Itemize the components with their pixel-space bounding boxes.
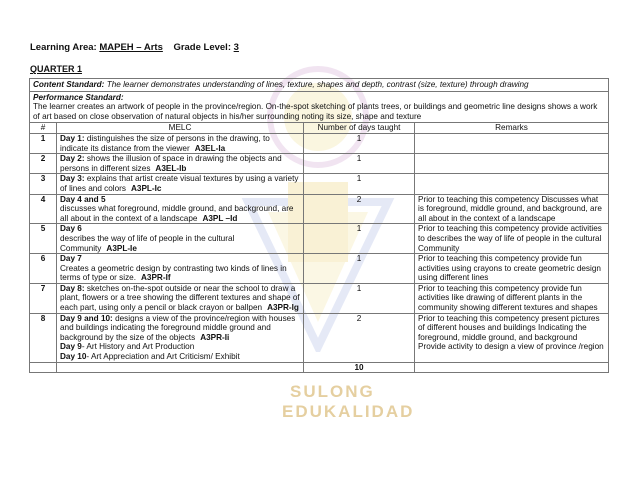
- melc-cell: Day 2: shows the illusion of space in drawing the objects and persons in different sizes A3EL-Ib: [57, 154, 304, 174]
- row-number: 8: [30, 313, 57, 362]
- days-cell: 2: [304, 313, 415, 362]
- quarter-title: QUARTER 1: [30, 64, 83, 74]
- days-cell: 1: [304, 154, 415, 174]
- days-cell: 1: [304, 254, 415, 284]
- total-days: 10: [304, 362, 415, 373]
- melc-cell: Day 3: explains that artist create visual textures by using a variety of lines and colors A3PL-Ic: [57, 174, 304, 194]
- row-number: 7: [30, 283, 57, 313]
- days-cell: 1: [304, 283, 415, 313]
- table-row: [30, 313, 609, 362]
- melc-table: [29, 78, 609, 373]
- days-cell: 1: [304, 174, 415, 194]
- days-cell: 1: [304, 224, 415, 254]
- table-row: [30, 174, 609, 194]
- learning-area-value: MAPEH – Arts: [99, 42, 163, 53]
- table-header-row: [30, 123, 609, 134]
- row-number: 3: [30, 174, 57, 194]
- column-header-number: #: [30, 123, 57, 134]
- watermark-text: SULONG EDUKALIDAD: [282, 382, 415, 421]
- melc-cell: Day 6 describes the way of life of people in the cultural Community A3PL-Ie: [57, 224, 304, 254]
- document-header: [30, 42, 239, 53]
- row-number: 5: [30, 224, 57, 254]
- column-header-melc: MELC: [57, 123, 304, 134]
- remarks-cell: Prior to teaching this competency Discusses what is foreground, middle ground, and background, are all about in the context of a landscape: [415, 194, 609, 224]
- remarks-cell: [415, 133, 609, 153]
- table-row: [30, 254, 609, 284]
- melc-cell: Day 8: sketches on-the-spot outside or near the school to draw a plant, flowers or a tree showing the different textures and shape of each part, using only a pencil or black crayon or ballpen A3PR-Ig: [57, 283, 304, 313]
- remarks-cell: Prior to teaching this competency provide fun activities like drawing of different plants in the community showing different textures and shapes: [415, 283, 609, 313]
- column-header-remarks: Remarks: [415, 123, 609, 134]
- remarks-cell: Prior to teaching this competency present pictures of different houses and buildings Indicating the foreground, middle ground, and background Provide activity to design a view of province /region: [415, 313, 609, 362]
- grade-level-value: 3: [233, 42, 239, 53]
- content-standard-text: The learner demonstrates understanding of lines, texture, shapes and depth, contrast (size, texture) through drawing: [106, 80, 529, 89]
- row-number: 4: [30, 194, 57, 224]
- melc-cell: Day 7 Creates a geometric design by contrasting two kinds of lines in terms of type or size. A3PR-If: [57, 254, 304, 284]
- melc-cell: Day 9 and 10: designs a view of the province/region with houses and buildings indicating the foreground middle ground and background by the size of the objects A3PR-Ii Day 9- Art History and Art Production Day 10- Art Appreciation and Art Criticism/ Exhibit: [57, 313, 304, 362]
- remarks-cell: [415, 154, 609, 174]
- learning-area-label: Learning Area:: [30, 42, 97, 53]
- performance-standard-row: [30, 91, 609, 123]
- table-row: [30, 133, 609, 153]
- melc-cell: Day 1: distinguishes the size of persons in the drawing, to indicate its distance from the viewer A3EL-Ia: [57, 133, 304, 153]
- table-row: [30, 194, 609, 224]
- content-standard-row: [30, 79, 609, 92]
- grade-level-label: Grade Level:: [173, 42, 231, 53]
- row-number: 1: [30, 133, 57, 153]
- performance-standard-text: The learner creates an artwork of people in the province/region. On-the-spot sketching of plants trees, or buildings and geometric line designs shows a work of art based on close observation of natural objects in his/her surrounding noting its size, shape and texture: [33, 102, 598, 121]
- performance-standard-label: Performance Standard:: [33, 92, 124, 102]
- total-row: [30, 362, 609, 373]
- remarks-cell: [415, 174, 609, 194]
- row-number: 2: [30, 154, 57, 174]
- remarks-cell: Prior to teaching this competency provide fun activities using crayons to create geometric design using different lines: [415, 254, 609, 284]
- row-number: 6: [30, 254, 57, 284]
- days-cell: 1: [304, 133, 415, 153]
- table-row: [30, 154, 609, 174]
- column-header-days: Number of days taught: [304, 123, 415, 134]
- table-row: [30, 283, 609, 313]
- melc-cell: Day 4 and 5 discusses what foreground, middle ground, and background, are all about in the context of a landscape A3PL –Id: [57, 194, 304, 224]
- remarks-cell: Prior to teaching this competency provide activities to describes the way of life of people in the cultural Community: [415, 224, 609, 254]
- content-standard-label: Content Standard:: [33, 80, 105, 89]
- days-cell: 2: [304, 194, 415, 224]
- table-row: [30, 224, 609, 254]
